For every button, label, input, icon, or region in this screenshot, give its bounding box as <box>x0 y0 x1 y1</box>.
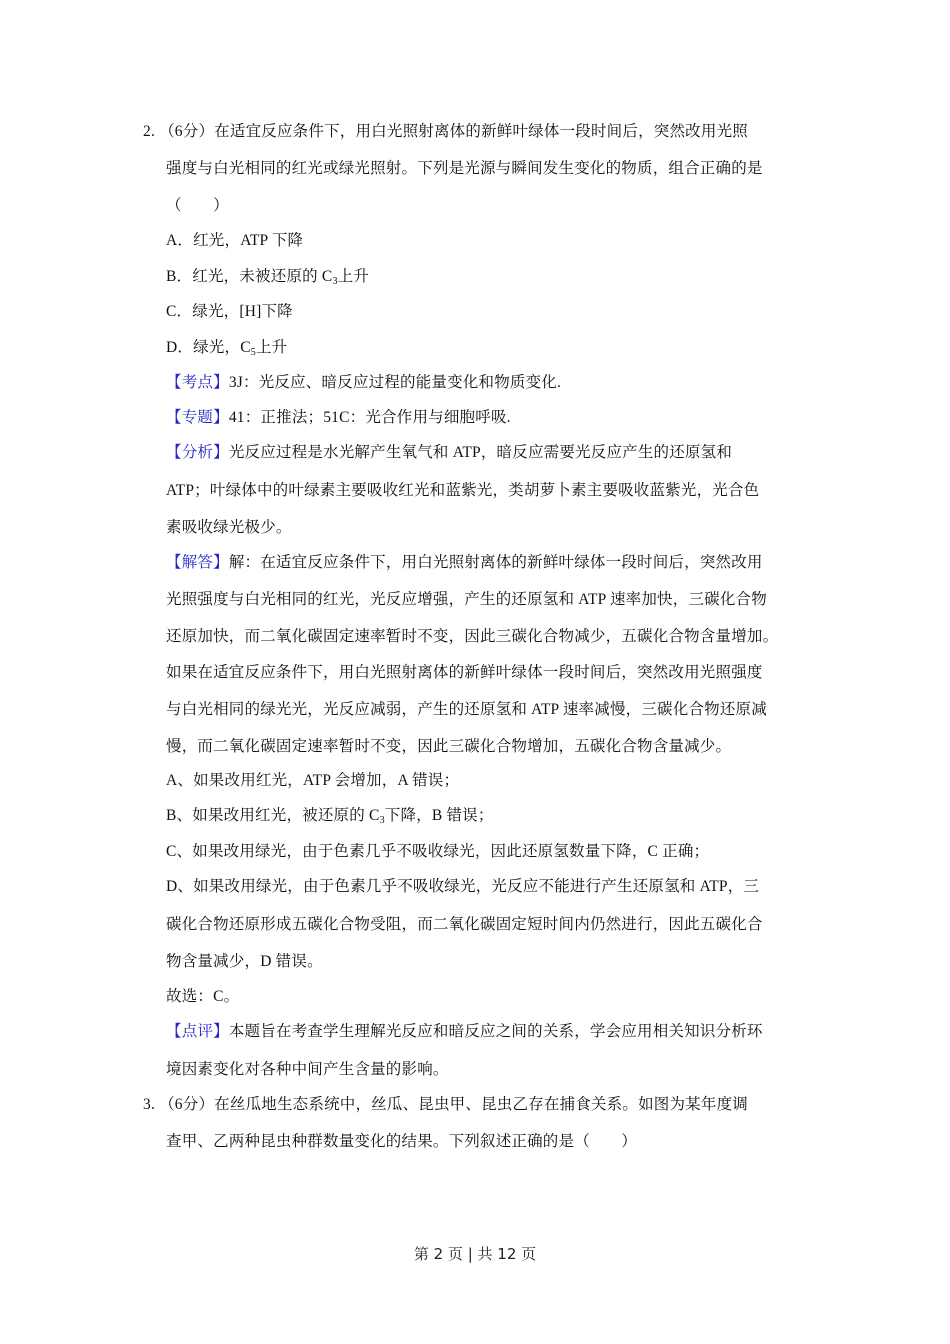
jieda-option-c: C、如果改用绿光，由于色素几乎不吸收绿光，因此还原氢数量下降，C 正确； <box>166 843 710 860</box>
question-number: 3. <box>143 1096 156 1113</box>
question-3-stem-line2: 查甲、乙两种昆虫种群数量变化的结果。下列叙述正确的是（ ） <box>166 1133 638 1150</box>
option-c: C．绿光，[H]下降 <box>166 303 293 320</box>
jieda-option-d-line1: D、如果改用绿光，由于色素几乎不吸收绿光，光反应不能进行产生还原氢和 ATP，三 <box>166 878 760 895</box>
final-answer: 故选：C。 <box>166 988 240 1005</box>
answer-blank: （ ） <box>166 197 229 214</box>
kaodian-section: 【考点】3J：光反应、暗反应过程的能量变化和物质变化. <box>166 374 562 391</box>
jieda-option-b: B、如果改用红光，被还原的 $C_3$下降，B 错误； <box>166 807 494 826</box>
jieda-option-a: A、如果改用红光，ATP 会增加，A 错误； <box>166 772 460 789</box>
option-d: D．绿光，$C_5$上升 <box>166 339 288 358</box>
fenxi-line1: 【分析】光反应过程是水光解产生氧气和 ATP，暗反应需要光反应产生的还原氢和 <box>166 444 733 461</box>
page-footer: 第 2 页 | 共 12 页 <box>413 1245 537 1263</box>
question-3-stem-line1: 3. （6分）在丝瓜地生态系统中，丝瓜、昆虫甲、昆虫乙存在捕食关系。如图为某年度调 <box>143 1096 748 1113</box>
jieda-line6: 慢，而二氧化碳固定速率暂时不变，因此三碳化合物增加，五碳化合物含量减少。 <box>166 738 732 755</box>
question-number: 2. <box>143 123 156 140</box>
jieda-option-d-line2: 碳化合物还原形成五碳化合物受阻，而二氧化碳固定短时间内仍然进行，因此五碳化合 <box>166 916 763 933</box>
option-a: A．红光，ATP 下降 <box>166 232 304 249</box>
fenxi-line3: 素吸收绿光极少。 <box>166 519 292 536</box>
question-2-stem-line2: 强度与白光相同的红光或绿光照射。下列是光源与瞬间发生变化的物质，组合正确的是 <box>166 160 763 177</box>
zhuanti-tag: 【专题】 <box>166 409 229 426</box>
dianping-line1: 【点评】本题旨在考查学生理解光反应和暗反应之间的关系，学会应用相关知识分析环 <box>166 1023 763 1040</box>
dianping-line2: 境因素变化对各种中间产生含量的影响。 <box>166 1061 449 1078</box>
question-score: （6分） <box>159 123 215 140</box>
jieda-tag: 【解答】 <box>166 554 229 571</box>
fenxi-line2: ATP；叶绿体中的叶绿素主要吸收红光和蓝紫光，类胡萝卜素主要吸收蓝紫光，光合色 <box>166 482 760 499</box>
dianping-tag: 【点评】 <box>166 1023 229 1040</box>
jieda-line4: 如果在适宜反应条件下，用白光照射离体的新鲜叶绿体一段时间后，突然改用光照强度 <box>166 664 763 681</box>
jieda-line5: 与白光相同的绿光光，光反应减弱，产生的还原氢和 ATP 速率减慢，三碳化合物还原减 <box>166 701 767 718</box>
question-score: （6分） <box>159 1096 215 1113</box>
zhuanti-section: 【专题】41：正推法；51C：光合作用与细胞呼吸. <box>166 409 511 426</box>
jieda-line1: 【解答】解：在适宜反应条件下，用白光照射离体的新鲜叶绿体一段时间后，突然改用 <box>166 554 763 571</box>
fenxi-tag: 【分析】 <box>166 444 229 461</box>
jieda-line2: 光照强度与白光相同的红光，光反应增强，产生的还原氢和 ATP 速率加快，三碳化合物 <box>166 591 767 608</box>
jieda-option-d-line3: 物含量减少，D 错误。 <box>166 953 323 970</box>
option-b: B．红光，未被还原的 $C_3$上升 <box>166 268 370 287</box>
kaodian-tag: 【考点】 <box>166 374 229 391</box>
jieda-line3: 还原加快，而二氧化碳固定速率暂时不变，因此三碳化合物减少，五碳化合物含量增加。 <box>166 628 779 645</box>
question-2-stem-line1: 2. （6分）在适宜反应条件下，用白光照射离体的新鲜叶绿体一段时间后，突然改用光照 <box>143 123 748 140</box>
